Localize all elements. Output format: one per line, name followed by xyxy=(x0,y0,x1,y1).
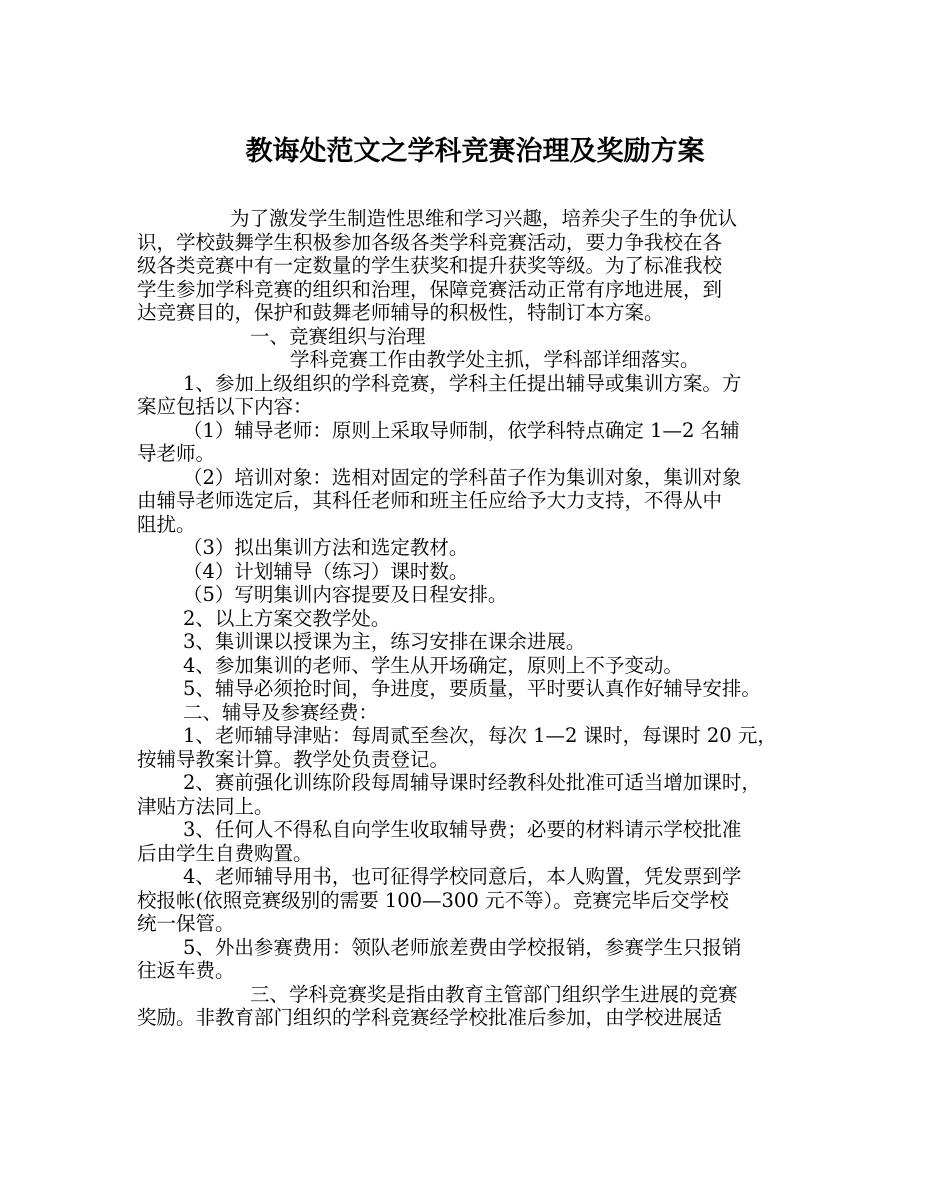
section-heading: 二、辅导及参赛经费： xyxy=(183,700,379,724)
text-line: 3、任何人不得私自向学生收取辅导费；必要的材料请示学校批准 xyxy=(183,818,742,841)
text-line: 为了激发学生制造性思维和学习兴趣，培养尖子生的争优认 xyxy=(230,207,738,230)
text-line: （2）培训对象：选相对固定的学科苗子作为集训对象，集训对象 xyxy=(183,465,742,489)
document-body xyxy=(137,207,827,1030)
text-line: 学生参加学科竞赛的组织和治理，保障竞赛活动正常有序地进展，到 xyxy=(137,277,723,301)
text-line: 由辅导老师选定后，其科任老师和班主任应给予大力支持，不得从中 xyxy=(137,489,723,512)
text-line: 导老师。 xyxy=(137,442,216,465)
text-line: 识，学校鼓舞学生积极参加各级各类学科竞赛活动，要力争我校在各 xyxy=(137,230,723,254)
text-line: 往返车费。 xyxy=(137,959,235,982)
text-line: 4、老师辅导用书，也可征得学校同意后，本人购置，凭发票到学 xyxy=(183,865,742,888)
text-line: （1）辅导老师：原则上采取导师制，依学科特点确定 1—2 名辅 xyxy=(183,418,740,442)
text-line: 2、以上方案交教学处。 xyxy=(183,606,391,630)
text-line: 5、外出参赛费用：领队老师旅差费由学校报销，参赛学生只报销 xyxy=(183,935,742,959)
text-line: 2、赛前强化训练阶段每周辅导课时经教科处批准可适当增加课时， xyxy=(183,771,761,794)
text-line: 阻扰。 xyxy=(137,512,196,536)
text-line: （4）计划辅导（练习）课时数。 xyxy=(183,559,469,583)
text-line: 后由学生自费购置。 xyxy=(137,841,313,865)
text-line: 1、老师辅导津贴：每周贰至叁次，每次 1—2 课时，每课时 20 元， xyxy=(183,724,777,747)
section-heading: 一、竞赛组织与治理 xyxy=(250,324,426,348)
text-line: 统一保管。 xyxy=(137,912,235,935)
text-line: 按辅导教案计算。教学处负责登记。 xyxy=(137,747,450,771)
section-heading: 三、学科竞赛奖是指由教育主管部门组织学生进展的竞赛 xyxy=(250,982,738,1006)
text-line: （5）写明集训内容提要及日程安排。 xyxy=(183,583,508,606)
text-line: 1、参加上级组织的学科竞赛，学科主任提出辅导或集训方案。方 xyxy=(183,371,742,395)
text-line: 3、集训课以授课为主，练习安排在课余进展。 xyxy=(183,630,586,653)
text-line: 级各类竞赛中有一定数量的学生获奖和提升获奖等级。为了标准我校 xyxy=(137,254,723,277)
text-line: 达竞赛目的，保护和鼓舞老师辅导的积极性，特制订本方案。 xyxy=(137,301,664,324)
text-line: 5、辅导必须抢时间，争进度，要质量，平时要认真作好辅导安排。 xyxy=(183,677,761,700)
document-title: 教诲处范文之学科竞赛治理及奖励方案 xyxy=(245,136,705,167)
text-line: 津贴方法同上。 xyxy=(137,794,274,818)
text-line: 学科竞赛工作由教学处主抓，学科部详细落实。 xyxy=(290,348,700,371)
text-line: （3）拟出集训方法和选定教材。 xyxy=(183,536,469,559)
text-line: 4、参加集训的老师、学生从开场确定，原则上不予变动。 xyxy=(183,653,683,677)
text-line: 奖励。非教育部门组织的学科竞赛经学校批准后参加，由学校进展适 xyxy=(137,1006,723,1029)
text-line: 案应包括以下内容： xyxy=(137,395,313,418)
text-line: 校报帐(依照竞赛级别的需要 100—300 元不等）。竞赛完毕后交学校 xyxy=(137,888,729,912)
